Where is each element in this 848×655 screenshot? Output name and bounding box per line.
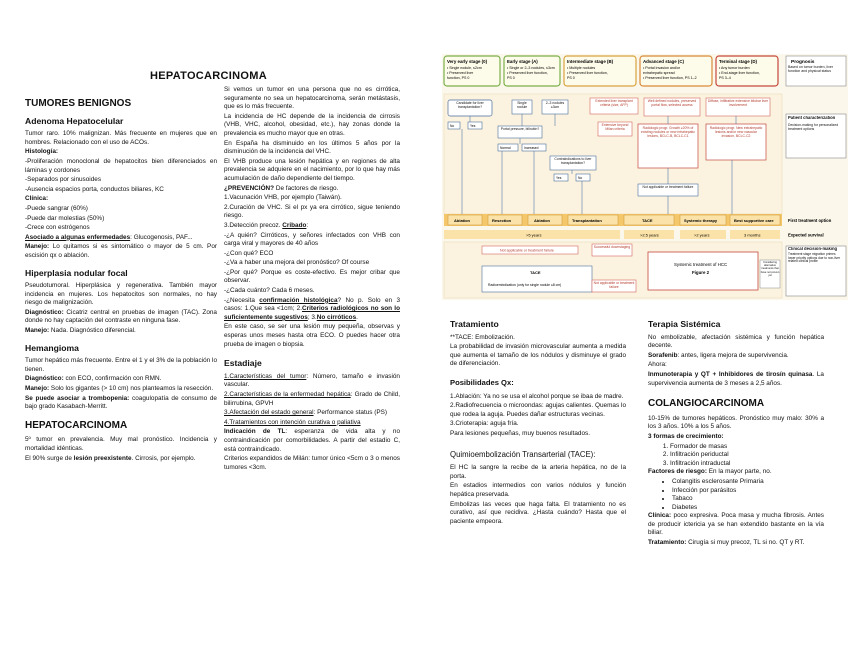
stage-line: • Preserved liver function, — [507, 71, 548, 75]
flow-box-text: Radiologic progr. Growth ≥20% of existing nodules or new intrahepatic lesions, BCLC-B, BCLC-C1 — [641, 126, 695, 139]
forma-item: 2. Infiltración periductal — [670, 451, 824, 460]
prognosis-text: Based on tumor burden, liver function and physical status — [788, 65, 833, 74]
first-treatment-label: First treatment option — [788, 218, 832, 223]
left-column-1 — [25, 92, 217, 464]
stage-line: • Single nodule, ≤2cm — [447, 66, 482, 70]
qx-item: 1.Ablación: Ya no se usa el alcohol porque se ibaa de madre. — [450, 392, 624, 400]
manejo-label: Manejo: — [25, 243, 50, 251]
det-item: -¿Por qué? Porque es coste-efectivo. Es mejor cribar que observar. — [224, 268, 400, 285]
expected-survival-label: Expected survival — [788, 232, 824, 238]
flow-box-text: Extensive beyond Milan criteria — [601, 123, 629, 131]
conf-pre: -¿Necesita — [224, 296, 260, 304]
tratamiento-title: Tratamiento — [450, 319, 499, 329]
milan-text: Criterios expandidos de Milán: tumor único <5cm o 3 o menos tumores <3cm. — [224, 455, 400, 471]
flow-no: No — [450, 124, 455, 128]
est-item-text: : Grado de Child, bilirrubina, GPVH — [224, 391, 400, 407]
inmuno-label: Inmunoterapia y QT + Inhibidores de tirosín quinasa — [648, 370, 813, 378]
clin-text: poco expresiva. Poca masa y mucha fibrosis. Antes de producir ictericia ya se han extendido bastante en la vía biliar. — [648, 512, 824, 537]
est-item-label: 2.Características de la enfermedad hepática — [224, 391, 351, 398]
tratamiento-paragraph: La probabilidad de invasión microvascular aumenta a medida que aumenta el tamaño de los nódulos y disminuye el grado de diferenciación. — [450, 343, 626, 368]
stage-line: • End-stage liver function, — [719, 71, 760, 75]
bclc-flowchart-figure — [442, 54, 848, 300]
hcc-paragraph: En España ha disminuido en los últimos 5 años por la disminución de la incidencia del VHC. — [224, 139, 400, 156]
manejo-text: Lo quitamos si es sintomático o mayor de 5 cm. Por escisión qx o ablación. — [25, 243, 217, 259]
tace-line: **TACE: Embolización. — [450, 333, 515, 341]
stage-line: • Preserved liver — [447, 71, 474, 75]
tace-paragraph: Embolizas las veces que haga falta. El tratamiento no es curativo, así que recidiva. ¿Hasta cuándo? Hasta que el paciente empeora. — [450, 500, 626, 525]
prev-item: 2.Curación de VHC. Si el px ya era cirrótico, sigue teniendo riesgo. — [224, 203, 400, 220]
stage-line: • Preserved liver function, PS 1–2 — [643, 76, 697, 80]
hem-manejo-label: Manejo: — [25, 385, 50, 393]
fr-item: • Tabaco — [672, 495, 824, 504]
sorafenib-label: Sorafenib — [648, 351, 678, 359]
flow-box-text: Portal pressure, bilirubin? — [500, 127, 540, 131]
asociado-label: Asociado a algunas enfermedades — [25, 233, 131, 241]
estadiaje-title: Estadiaje — [224, 358, 262, 369]
det-item: -¿Con qué? ECO — [224, 249, 274, 257]
treatment-label: Systemic therapy — [684, 218, 718, 223]
bottom-box-text: Not applicable or treatment failure — [500, 248, 554, 253]
hnf-dx-text: Cicatriz central en pruebas de imagen (TAC). Zona donde no hay captación del contraste en ninguna fase. — [25, 308, 217, 325]
bottom-box-text: Figure 2 — [692, 270, 710, 275]
treatment-bar — [444, 214, 782, 226]
hnf-intro: Pseudotumoral. Hiperplásica y regenerativa. También mayor incidencia en mujeres. Los hepatocitos son normales, no hay riesgo de malignización. — [25, 282, 217, 307]
est-item-text: : Número, tamaño e invasión vascular. — [224, 372, 400, 389]
right-page — [424, 0, 848, 655]
det-item: -¿Cada cuánto? Cada 6 meses. — [224, 287, 315, 295]
histo-item: -Proliferación monoclonal de hepatocitos bien diferenciados en láminas y cordones — [25, 157, 217, 174]
stage-title: Very early stage (0) — [447, 59, 488, 64]
trat-text: Cirugía si muy precoz, TL si no. QT y RT. — [686, 539, 805, 547]
flow-no-2: No — [578, 176, 583, 180]
flow-box-text: Single nodule — [516, 101, 528, 109]
stage-boxes — [444, 56, 778, 86]
bottom-box-text: Successful downstaging — [593, 245, 631, 249]
inmuno-text: . La supervivencia aumenta de 3 meses a 2,5 años. — [648, 370, 824, 387]
hcc-paragraph: Si vemos un tumor en una persona que no es cirrótica, seguramente no sea un hepatocarcinoma, serán metástasis, que es lo más frecuente. — [224, 86, 400, 111]
survival-label: >2.5 years — [640, 232, 659, 238]
qx-note: Para lesiones pequeñas, muy buenos resultados. — [450, 429, 590, 437]
treatment-label: Ablation — [534, 218, 550, 223]
est-item-label: 3.Afectación del estado general — [224, 409, 314, 417]
conf-post2: ; 3. — [307, 313, 317, 321]
right-column-1 — [450, 312, 626, 527]
survival-bar — [444, 230, 780, 239]
hcc-intro-b-bold: lesión preexistente — [73, 454, 132, 462]
hcc-intro-b: El 90% surge de — [25, 454, 74, 462]
hem-dx-label: Diagnóstico: — [25, 375, 64, 383]
right-column-2 — [648, 312, 824, 549]
flow-normal: Normal — [500, 146, 511, 150]
histo-item: -Separados por sinusoides — [25, 176, 102, 184]
det-item: -¿A quién? Cirróticos, y señores infectados con VHB con carga viral y mayores de 40 años — [224, 231, 400, 248]
survival-label: 3 months — [744, 232, 761, 238]
flow-box-text: Not applicable or treatment failure — [642, 185, 694, 189]
est-item-label: 4.Tratamientos con intención curativa o paliativa — [224, 418, 361, 426]
det-post: : — [306, 221, 309, 229]
stage-line: extrahepatic spread — [643, 71, 675, 75]
stage-line: PS 0 — [507, 76, 515, 80]
bottom-box-text: Not applicable or treatment failure — [593, 281, 635, 289]
treatment-label: Ablation — [454, 218, 470, 223]
hcc-paragraph: La incidencia de HC depende de la incidencia de cirrosis (VHB, VHC, alcohol, obesidad, etc.), hay zonas donde la prevalencia es mucho mayor que en otras. — [224, 112, 400, 137]
benign-heading: TUMORES BENIGNOS — [25, 98, 132, 109]
kasabach-text: coagulopatía de consumo de bajo grado Kasabach-Merritt. — [25, 394, 217, 411]
stage-title: Advanced stage (C) — [643, 59, 684, 64]
kasabach-label: Se puede asociar a trombopenia: — [25, 394, 130, 402]
fr-item: • Infección por parásitos — [672, 487, 824, 496]
stage-line: • Any tumor burden — [719, 66, 750, 70]
flow-yes: Yes — [470, 124, 476, 128]
bottom-box-text: TACE — [530, 270, 541, 275]
tace-paragraph: En estadios intermedios con varios nódulos y función hepática preservada. — [450, 482, 626, 498]
fr-item: • Diabetes — [672, 504, 824, 513]
adenoma-intro: Tumor raro. 10% malignizan. Más frecuente en mujeres que en hombres. Relacionado con el uso de ACOs. — [25, 130, 217, 146]
bottom-box-text: Considering alternative treatments that have not proven yet — [760, 261, 780, 277]
stage-line: • Portal invasion and/or — [643, 66, 681, 70]
adenoma-title: Adenoma Hepatocelular — [25, 115, 124, 126]
qx-item: 2.Radiofrecuencia o microondas: agujas calientes. Quemas lo que rodea la aguja. Puedes dañar estructuras vecinas. — [450, 402, 626, 418]
stage-line: PS 3–4 — [719, 76, 731, 80]
clin-label: Clínica: — [648, 512, 672, 520]
stage-title: Intermediate stage (B) — [567, 59, 614, 64]
stage-title: Terminal stage (D) — [719, 59, 757, 64]
hem-manejo-text: Solo los gigantes (> 10 cm) nos planteamos la resección. — [49, 385, 214, 393]
prev-text: De factores de riesgo. — [274, 184, 339, 192]
bottom-box-text: Systemic treatment of HCC — [674, 262, 728, 267]
histo-label: Histología: — [25, 148, 59, 156]
hemangioma-title: Hemangioma — [25, 342, 79, 353]
prev-item: 1.Vacunación VHB, por ejemplo (Taiwán). — [224, 194, 342, 202]
asociado-text: : Glucogenosis, PAF... — [130, 233, 193, 241]
page-title: HEPATOCARCINOMA — [150, 70, 267, 82]
treatment-label: Transplantation — [572, 218, 602, 223]
conf-post3: . — [356, 313, 358, 321]
treatment-label: Resection — [492, 218, 512, 223]
hnf-manejo-label: Manejo: — [25, 327, 50, 335]
fr-item: • Colangitis esclerosante Primaria — [672, 478, 824, 487]
survival-label: >2 years — [694, 232, 710, 238]
hem-dx-text: con ECO, confirmación con RMN. — [63, 375, 162, 383]
sistemica-paragraph: No embolizable, afectación sistémica y función hepática decente. — [648, 333, 824, 350]
patient-char-text: Decision-making for personalized treatment options — [788, 122, 839, 131]
flow-box-text: Well defined nodules, preserved portal flow, selected access — [647, 99, 697, 107]
prognosis-text-wrap — [788, 65, 844, 85]
histo-item: -Ausencia espacios porta, conductos biliares, KC — [25, 185, 164, 193]
clinical-text: Treatment stage migration primes lower priority options due to non-liver related clinical profile — [788, 251, 841, 264]
treatment-label: TACE — [642, 218, 653, 223]
hemangioma-intro: Tumor hepático más frecuente. Entre el 1 y el 3% de la población lo tienen. — [25, 357, 217, 373]
hcc-heading: HEPATOCARCINOMA — [25, 419, 128, 431]
hcc-intro-b-post: . Cirrosis, por ejemplo. — [131, 454, 196, 462]
colangio-paragraph: 10-15% de tumores hepáticos. Pronóstico muy malo: 30% a los 3 años. 10% a los 5 años. — [648, 414, 824, 431]
clinical-title: Clinical decision-making — [788, 247, 838, 251]
survival-label: >5 years — [526, 232, 542, 238]
qx-item: 3.Crioterapia: aguja fría. — [450, 420, 519, 428]
prev-label: ¿PREVENCIÓN? — [224, 184, 275, 192]
bottom-box-text: Radioembolization (only for single nodule ≤8 cm) — [488, 283, 562, 287]
sorafenib-text: : antes, ligera mejora de supervivencia. — [677, 351, 789, 359]
trat-label: Tratamiento: — [648, 539, 687, 547]
left-column-2 — [224, 86, 400, 473]
det-bold: Cribado — [282, 221, 307, 229]
clinica-label: Clínica: — [25, 195, 49, 203]
hcc-paragraph: En este caso, se ser una lesión muy pequeña, observas y esperas unos meses hasta otra ECO. O puedes hacer otra prueba de imagen o biopsia. — [224, 323, 400, 348]
forma-item: 1. Formador de masas — [670, 443, 824, 452]
qx-title: Posibilidades Qx: — [450, 377, 514, 387]
colangio-title: COLANGIOCARCINOMA — [648, 398, 765, 410]
formas-label: 3 formas de crecimiento: — [648, 432, 724, 440]
flow-box-text: 2–3 nodules ≤3cm — [545, 101, 565, 109]
hnf-manejo-text: Nada. Diagnóstico diferencial. — [49, 327, 136, 335]
treatment-label: Best supportive care — [734, 218, 774, 223]
ind-text: : esperanza de vida alta y no contraindicación por comorbilidades. A partir del estadio C, está contraindicado. — [224, 428, 400, 453]
patient-char-title: Patient characterization — [788, 116, 836, 120]
fr-text: En la mayor parte, no. — [706, 468, 772, 476]
prognosis-title: Prognosis — [791, 60, 815, 65]
sistemica-title: Terapia Sistémica — [648, 319, 721, 329]
ind-label: Indicación de TL — [224, 428, 286, 436]
clinica-item: -Puede sangrar (60%) — [25, 204, 88, 212]
flow-increased: Increased — [524, 146, 539, 150]
flow-box-text: Candidate for liver transplantation? — [456, 101, 484, 109]
tace-paragraph: El HC la sangre la recibe de la arteria hepática, no de la porta. — [450, 464, 626, 480]
clinica-item: -Puede dar molestias (50%) — [25, 214, 105, 222]
stage-line: PS 0 — [567, 76, 575, 80]
hcc-intro: 5º tumor en prevalencia. Muy mal pronóstico. Incidencia y mortalidad idénticas. — [25, 436, 217, 452]
conf-post: ? No p. Solo en 3 casos: 1.Que sea <1cm; 2. — [224, 296, 401, 313]
forma-item: 3. Infiltración intraductal — [670, 460, 824, 469]
stage-line: • Preserved liver function, — [567, 71, 608, 75]
hnf-dx-label: Diagnóstico: — [25, 308, 64, 316]
fr-label: Factores de riesgo: — [648, 468, 707, 476]
conf-bold3: No cirróticos — [316, 313, 357, 321]
flow-box-text: Radiologic progr. New extrahepatic lesions and/or new vascular invasion, BCLC-C2 — [709, 126, 763, 139]
est-item-label: 1.Características del tumor — [224, 372, 307, 380]
stage-line: • Single or 2–3 nodules, ≤3cm — [507, 66, 555, 70]
est-item-text: : Performance status (PS) — [313, 409, 388, 417]
det-pre: 3.Detección precoz. — [224, 221, 283, 229]
flow-box-text: Diffuse, infiltrative extensive bilobar liver involvement — [707, 99, 769, 107]
flow-box-text: Extended liver transplant criteria (size, AFP) — [595, 99, 633, 107]
tace-title: Quimioembolización Transarterial (TACE): — [450, 449, 596, 459]
stage-title: Early stage (A) — [507, 59, 538, 64]
ahora-label: Ahora: — [648, 361, 667, 369]
flow-yes-2: Yes — [556, 176, 562, 180]
hcc-paragraph: El VHB produce una lesión hepática y en regiones de alta prevalencia se adquiere en el nacimiento, por lo que hay más acumulación de daño dependiente del tiempo. — [224, 157, 400, 182]
flow-box-text: Contraindications to liver transplantation? — [554, 157, 592, 165]
hnf-title: Hiperplasia nodular focal — [25, 267, 128, 278]
conf-bold2: Criterios radiológicos no son lo suficientemente sugestivos — [224, 305, 400, 321]
stage-line: • Multiple nodules — [567, 66, 596, 70]
clinica-item: -Crece con estrógenos — [25, 224, 90, 232]
det-item: -¿Va a haber una mejora del pronóstico? Of course — [224, 259, 370, 267]
conf-bold: confirmación histológica — [259, 296, 338, 304]
stage-line: function, PS 0 — [447, 76, 470, 80]
